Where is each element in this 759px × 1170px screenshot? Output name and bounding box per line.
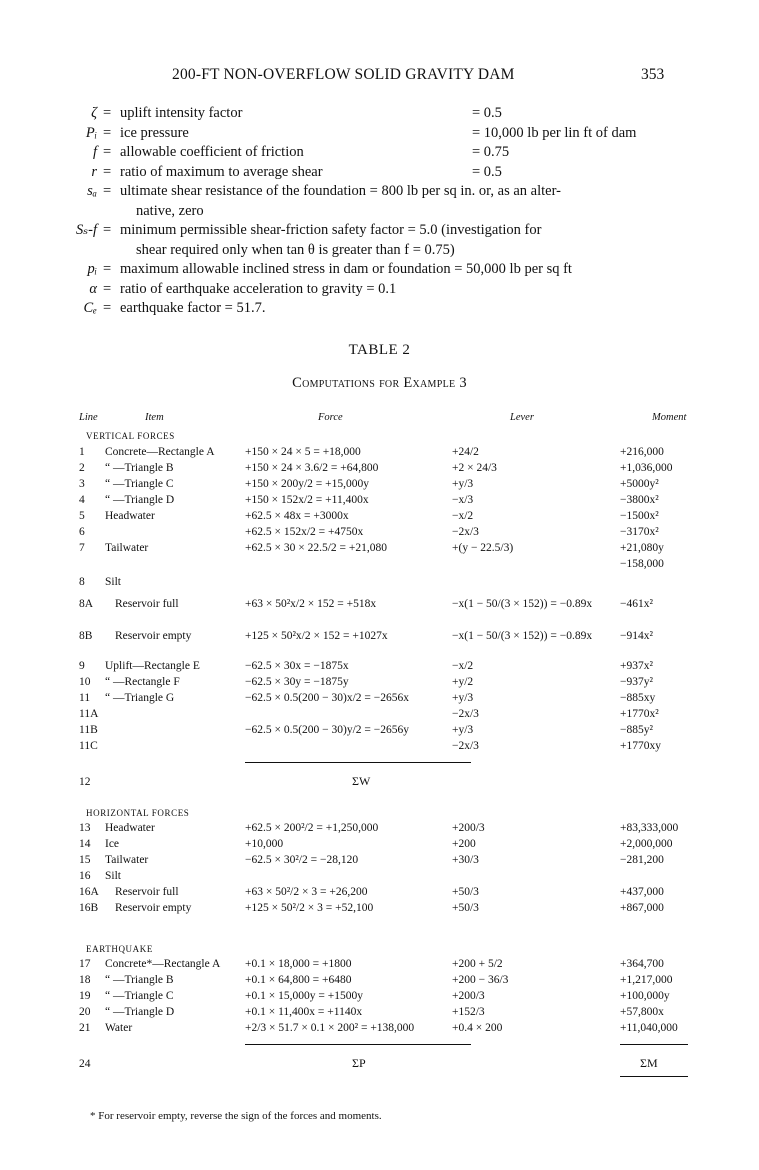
table-row — [0, 838, 759, 853]
line-number: 19 — [79, 990, 91, 1002]
equals-sign: = — [103, 183, 112, 199]
lever-value: −x/3 — [452, 494, 474, 506]
sum-m-label: ΣM — [640, 1056, 658, 1070]
line-number: 20 — [79, 1006, 91, 1018]
table-row — [0, 902, 759, 917]
table-row — [0, 692, 759, 707]
symbol-value: = 0.5 — [472, 163, 502, 180]
symbol-value: = 0.75 — [472, 144, 510, 160]
table-row — [0, 1006, 759, 1021]
symbol-row — [0, 280, 759, 300]
moment-value: +1770xy — [620, 740, 661, 752]
moment-value: −1500x² — [620, 510, 659, 522]
lever-value: +30/3 — [452, 854, 479, 866]
symbol: r — [91, 163, 97, 180]
force-value: +62.5 × 152x/2 = +4750x — [245, 526, 364, 538]
item-label: “ —Triangle B — [105, 974, 174, 986]
symbol: Pᵢ — [85, 124, 97, 141]
moment-value: −885xy — [620, 692, 656, 704]
table-row — [0, 886, 759, 901]
force-value: +125 × 50²x/2 × 152 = +1027x — [245, 630, 388, 642]
line-number: 3 — [79, 478, 85, 490]
equals-sign: = — [103, 222, 112, 238]
lever-value: +0.4 × 200 — [452, 1022, 503, 1034]
item-label: Headwater — [105, 822, 155, 834]
moment-value: +867,000 — [620, 902, 664, 914]
force-value: −62.5 × 0.5(200 − 30)x/2 = −2656x — [245, 692, 410, 704]
line-number: 11A — [79, 708, 99, 720]
symbol-row — [0, 124, 759, 144]
force-value: +0.1 × 15,000y = +1500y — [245, 990, 363, 1002]
symbol-description: allowable coefficient of friction — [120, 144, 304, 160]
item-label: Tailwater — [105, 854, 149, 866]
symbol: Sₛ-f — [76, 222, 97, 238]
moment-value: −281,200 — [620, 854, 664, 866]
table-row — [0, 576, 759, 591]
line-number: 7 — [79, 542, 85, 554]
force-value: +150 × 200y/2 = +15,000y — [245, 478, 370, 490]
force-value: +62.5 × 200²/2 = +1,250,000 — [245, 822, 379, 834]
symbol-value: = 10,000 lb per lin ft of dam — [472, 124, 637, 141]
table-subtitle: Computations for Example 3 — [292, 375, 467, 391]
item-label: Concrete—Rectangle A — [105, 446, 215, 458]
table-row — [0, 1022, 759, 1037]
item-label: Uplift—Rectangle E — [105, 660, 200, 672]
line-number: 16A — [79, 886, 99, 898]
force-value: +0.1 × 11,400x = +1140x — [245, 1006, 363, 1018]
symbol-row — [0, 260, 759, 280]
symbol-row — [0, 202, 759, 222]
equals-sign: = — [103, 261, 112, 277]
symbol-description: native, zero — [136, 202, 204, 219]
moment-value: −461x² — [620, 598, 653, 610]
item-label: Reservoir full — [115, 598, 179, 610]
line-number: 6 — [79, 526, 85, 538]
equals-sign: = — [103, 300, 112, 316]
sum-w-label: ΣW — [352, 774, 371, 788]
table-row — [0, 822, 759, 837]
symbol-row — [0, 241, 759, 261]
moment-value: −3170x² — [620, 526, 659, 538]
table-row — [0, 660, 759, 675]
table-footnote: * For reservoir empty, reverse the sign of the forces and moments. — [90, 1110, 382, 1122]
table-row — [0, 478, 759, 493]
item-label: “ —Triangle D — [105, 494, 175, 506]
moment-value: −885y² — [620, 724, 653, 736]
line-number: 10 — [79, 676, 91, 688]
force-value: −62.5 × 30y = −1875y — [245, 676, 349, 688]
symbol-description: shear required only when tan θ is greater than f = 0.75) — [136, 241, 455, 258]
table-row — [0, 776, 759, 791]
equals-sign: = — [103, 144, 112, 160]
force-value: +62.5 × 48x = +3000x — [245, 510, 349, 522]
equals-sign: = — [103, 124, 112, 141]
line-number: 2 — [79, 462, 85, 474]
symbol: sₐ — [87, 183, 97, 199]
table-row — [0, 542, 759, 557]
table-row — [0, 494, 759, 509]
line-number: 1 — [79, 446, 85, 458]
item-label: Concrete*—Rectangle A — [105, 958, 221, 970]
symbol-value: = 0.5 — [472, 105, 502, 121]
force-value: +150 × 24 × 5 = +18,000 — [245, 446, 361, 458]
table-row — [0, 958, 759, 973]
line-number: 5 — [79, 510, 85, 522]
lever-value: +24/2 — [452, 446, 479, 458]
moment-value: +83,333,000 — [620, 822, 679, 834]
lever-value: +y/3 — [452, 478, 474, 490]
moment-value: +216,000 — [620, 446, 664, 458]
line-number: 11B — [79, 724, 98, 736]
moment-value: −937y² — [620, 676, 653, 688]
table-row — [0, 462, 759, 477]
symbol: Cₑ — [83, 300, 97, 316]
moment-value: −914x² — [620, 630, 653, 642]
symbol-description: ice pressure — [120, 124, 189, 141]
lever-value: +200/3 — [452, 990, 485, 1002]
running-header — [0, 66, 759, 92]
moment-value: +57,800x — [620, 1006, 664, 1018]
symbol-row — [0, 299, 759, 319]
line-number: 8A — [79, 598, 94, 610]
lever-value: −2x/3 — [452, 526, 479, 538]
item-label: Reservoir empty — [115, 902, 192, 914]
line-number: 4 — [79, 494, 85, 506]
item-label: Tailwater — [105, 542, 149, 554]
force-value: −62.5 × 30x = −1875x — [245, 660, 349, 672]
table-row — [0, 446, 759, 461]
lever-value: −x/2 — [452, 660, 474, 672]
moment-value: +364,700 — [620, 958, 664, 970]
equals-sign: = — [103, 105, 112, 121]
line-number: 18 — [79, 974, 91, 986]
lever-value: +(y − 22.5/3) — [452, 542, 514, 554]
table-row — [0, 724, 759, 739]
equals-sign: = — [103, 280, 112, 297]
section-heading-earthquake: EARTHQUAKE — [86, 944, 153, 954]
moment-value: +11,040,000 — [620, 1022, 678, 1034]
table-row — [0, 990, 759, 1005]
force-value: +150 × 152x/2 = +11,400x — [245, 494, 369, 506]
force-value: +63 × 50²x/2 × 152 = +518x — [245, 598, 377, 610]
force-value: +2/3 × 51.7 × 0.1 × 200² = +138,000 — [245, 1022, 415, 1034]
lever-value: −x(1 − 50/(3 × 152)) = −0.89x — [452, 630, 593, 642]
table-rule — [620, 1076, 688, 1077]
line-number: 11C — [79, 740, 98, 752]
table-caption: TABLE 2 — [348, 342, 411, 358]
moment-value: +1,217,000 — [620, 974, 673, 986]
table-rule — [245, 1044, 471, 1045]
symbol: ζ — [91, 105, 97, 121]
section-heading-horizontal: HORIZONTAL FORCES — [86, 808, 190, 818]
page-title: 200-FT NON-OVERFLOW SOLID GRAVITY DAM — [172, 66, 515, 83]
item-label: Water — [105, 1022, 133, 1034]
force-value: +0.1 × 18,000 = +1800 — [245, 958, 352, 970]
lever-value: +200 + 5/2 — [452, 958, 503, 970]
force-value: +62.5 × 30 × 22.5/2 = +21,080 — [245, 542, 387, 554]
table-row — [0, 740, 759, 755]
table-row — [0, 676, 759, 691]
table-rule — [620, 1044, 688, 1045]
line-number: 8B — [79, 630, 93, 642]
moment-value: +1770x² — [620, 708, 659, 720]
table-row — [0, 974, 759, 989]
symbol-description: ultimate shear resistance of the foundation = 800 lb per sq in. or, as an alter- — [120, 183, 561, 199]
lever-value: +y/3 — [452, 724, 474, 736]
section-heading-vertical: VERTICAL FORCES — [86, 431, 175, 441]
table-row — [0, 854, 759, 869]
item-label: Silt — [105, 576, 121, 588]
lever-value: +200/3 — [452, 822, 485, 834]
lever-value: +200 − 36/3 — [452, 974, 509, 986]
symbol-row — [0, 182, 759, 202]
item-label: “ —Triangle B — [105, 462, 174, 474]
moment-value: +100,000y — [620, 990, 670, 1002]
lever-value: +y/3 — [452, 692, 474, 704]
item-label: Ice — [105, 838, 120, 850]
lever-value: +y/2 — [452, 676, 474, 688]
equals-sign: = — [103, 163, 112, 180]
moment-value: −158,000 — [620, 558, 664, 570]
table-row — [0, 598, 759, 613]
force-value: −62.5 × 0.5(200 − 30)y/2 = −2656y — [245, 724, 410, 736]
moment-value: +437,000 — [620, 886, 664, 898]
symbol-row — [0, 163, 759, 183]
line-number: 16B — [79, 902, 99, 914]
col-header-moment: Moment — [652, 412, 687, 423]
symbol-description: ratio of maximum to average shear — [120, 163, 323, 180]
table-row — [0, 558, 759, 573]
symbol-description: maximum allowable inclined stress in dam or foundation = 50,000 lb per sq ft — [120, 261, 572, 277]
symbol: pᵢ — [87, 261, 97, 277]
symbol-row — [0, 143, 759, 163]
line-number: 15 — [79, 854, 91, 866]
line-number: 21 — [79, 1022, 91, 1034]
table-row — [0, 526, 759, 541]
page-number: 353 — [641, 66, 665, 83]
moment-value: +937x² — [620, 660, 653, 672]
line-number: 13 — [79, 822, 91, 834]
lever-value: −2x/3 — [452, 740, 479, 752]
item-label: Headwater — [105, 510, 155, 522]
lever-value: −x(1 − 50/(3 × 152)) = −0.89x — [452, 598, 593, 610]
line-number: 17 — [79, 958, 91, 970]
symbol: α — [89, 280, 97, 297]
sum-p-label: ΣP — [352, 1056, 366, 1070]
table-row — [0, 510, 759, 525]
lever-value: +152/3 — [452, 1006, 485, 1018]
col-header-lever: Lever — [510, 412, 534, 423]
force-value: +125 × 50²/2 × 3 = +52,100 — [245, 902, 374, 914]
force-value: +63 × 50²/2 × 3 = +26,200 — [245, 886, 368, 898]
force-value: +150 × 24 × 3.6/2 = +64,800 — [245, 462, 379, 474]
col-header-line: Line — [79, 412, 98, 423]
line-number: 8 — [79, 576, 85, 588]
lever-value: +50/3 — [452, 902, 479, 914]
force-value: +10,000 — [245, 838, 284, 850]
item-label: “ —Triangle G — [105, 692, 175, 704]
symbol-description: uplift intensity factor — [120, 105, 243, 121]
lever-value: +2 × 24/3 — [452, 462, 497, 474]
symbol-row — [0, 221, 759, 241]
table-rule — [245, 762, 471, 763]
col-header-force: Force — [318, 412, 343, 423]
item-label: “ —Rectangle F — [105, 676, 180, 688]
item-label: Reservoir empty — [115, 630, 192, 642]
moment-value: −3800x² — [620, 494, 659, 506]
lever-value: +200 — [452, 838, 476, 850]
symbol-description: ratio of earthquake acceleration to gravity = 0.1 — [120, 280, 397, 297]
item-label: Reservoir full — [115, 886, 179, 898]
lever-value: −2x/3 — [452, 708, 479, 720]
line-number: 24 — [79, 1058, 91, 1070]
line-number: 11 — [79, 692, 91, 704]
item-label: Silt — [105, 870, 121, 882]
moment-value: +1,036,000 — [620, 462, 673, 474]
moment-value: +21,080y — [620, 542, 664, 554]
table-row — [0, 630, 759, 645]
line-number: 14 — [79, 838, 91, 850]
force-value: −62.5 × 30²/2 = −28,120 — [245, 854, 359, 866]
item-label: “ —Triangle C — [105, 478, 174, 490]
force-value: +0.1 × 64,800 = +6480 — [245, 974, 352, 986]
item-label: “ —Triangle C — [105, 990, 174, 1002]
item-label: “ —Triangle D — [105, 1006, 175, 1018]
symbol-description: minimum permissible shear-friction safety factor = 5.0 (investigation for — [120, 222, 542, 238]
symbol: f — [92, 144, 97, 160]
table-row — [0, 870, 759, 885]
symbol-row — [0, 104, 759, 124]
symbol-description: earthquake factor = 51.7. — [120, 300, 266, 316]
lever-value: −x/2 — [452, 510, 474, 522]
line-number: 9 — [79, 660, 85, 672]
line-number: 16 — [79, 870, 91, 882]
moment-value: +2,000,000 — [620, 838, 673, 850]
table-row — [0, 708, 759, 723]
col-header-item: Item — [145, 412, 164, 423]
lever-value: +50/3 — [452, 886, 479, 898]
moment-value: +5000y² — [620, 478, 659, 490]
line-number: 12 — [79, 776, 91, 788]
